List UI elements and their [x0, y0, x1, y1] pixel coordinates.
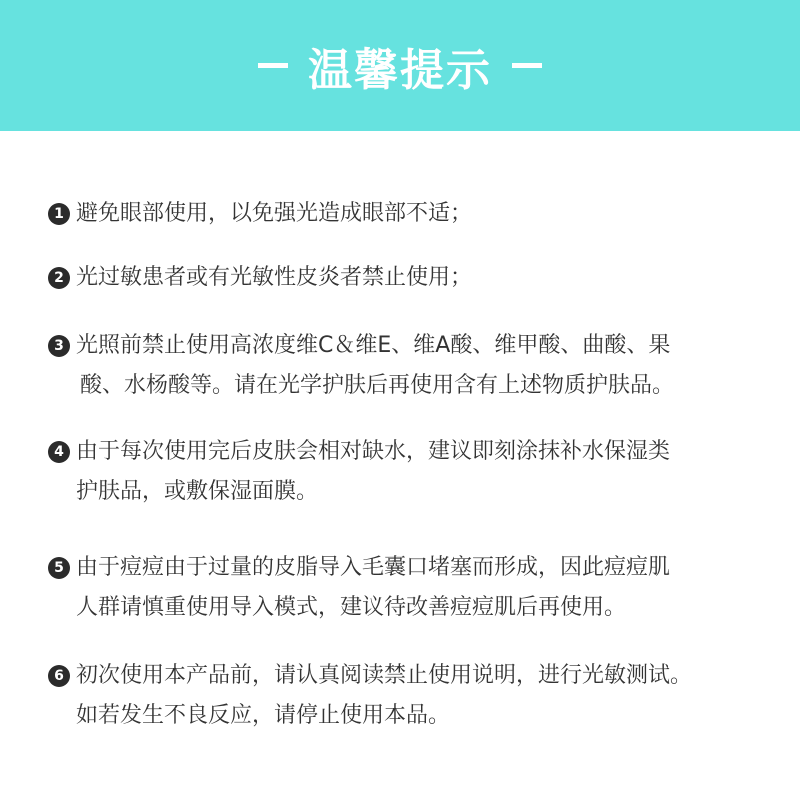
number-badge-icon: 2	[48, 267, 70, 289]
header-banner	[0, 0, 800, 131]
notice-line-continued: 酸、水杨酸等。请在光学护肤后再使用含有上述物质护肤品。	[80, 373, 675, 398]
number-badge-icon: 5	[48, 557, 70, 579]
left-dash-decoration	[258, 63, 288, 68]
number-badge-icon: 1	[48, 203, 70, 225]
notice-line: 由于每次使用完后皮肤会相对缺水，建议即刻涂抹补水保湿类	[76, 439, 671, 464]
banner-title-group	[238, 34, 562, 98]
notice-item-1	[48, 194, 778, 234]
notice-line: 由于痘痘由于过量的皮脂导入毛囊口堵塞而形成，因此痘痘肌	[76, 555, 671, 580]
notice-line: 避免眼部使用，以免强光造成眼部不适；	[76, 201, 473, 226]
notice-item-2	[48, 258, 778, 298]
number-badge-icon: 3	[48, 335, 70, 357]
notice-text	[76, 326, 778, 406]
notice-line-continued: 护肤品，或敷保湿面膜。	[76, 479, 319, 504]
notice-item-6	[48, 656, 778, 736]
right-dash-decoration	[512, 63, 542, 68]
notice-text	[76, 258, 778, 298]
notice-item-5	[48, 548, 778, 628]
notice-line: 光过敏患者或有光敏性皮炎者禁止使用；	[76, 265, 473, 290]
number-badge-icon: 4	[48, 441, 70, 463]
notice-text	[76, 432, 778, 512]
notice-item-3	[48, 326, 778, 406]
notice-line: 初次使用本产品前，请认真阅读禁止使用说明，进行光敏测试。	[76, 663, 693, 688]
notice-text	[76, 548, 778, 628]
notice-line-continued: 如若发生不良反应，请停止使用本品。	[76, 703, 451, 728]
number-badge-icon: 6	[48, 665, 70, 687]
notice-text	[76, 656, 778, 736]
notice-item-4	[48, 432, 778, 512]
notice-line-continued: 人群请慎重使用导入模式，建议待改善痘痘肌后再使用。	[76, 595, 627, 620]
notice-text	[76, 194, 778, 234]
page-title: 温馨提示	[308, 44, 492, 96]
notice-line: 光照前禁止使用高浓度维C＆维E、维A酸、维甲酸、曲酸、果	[76, 333, 671, 358]
